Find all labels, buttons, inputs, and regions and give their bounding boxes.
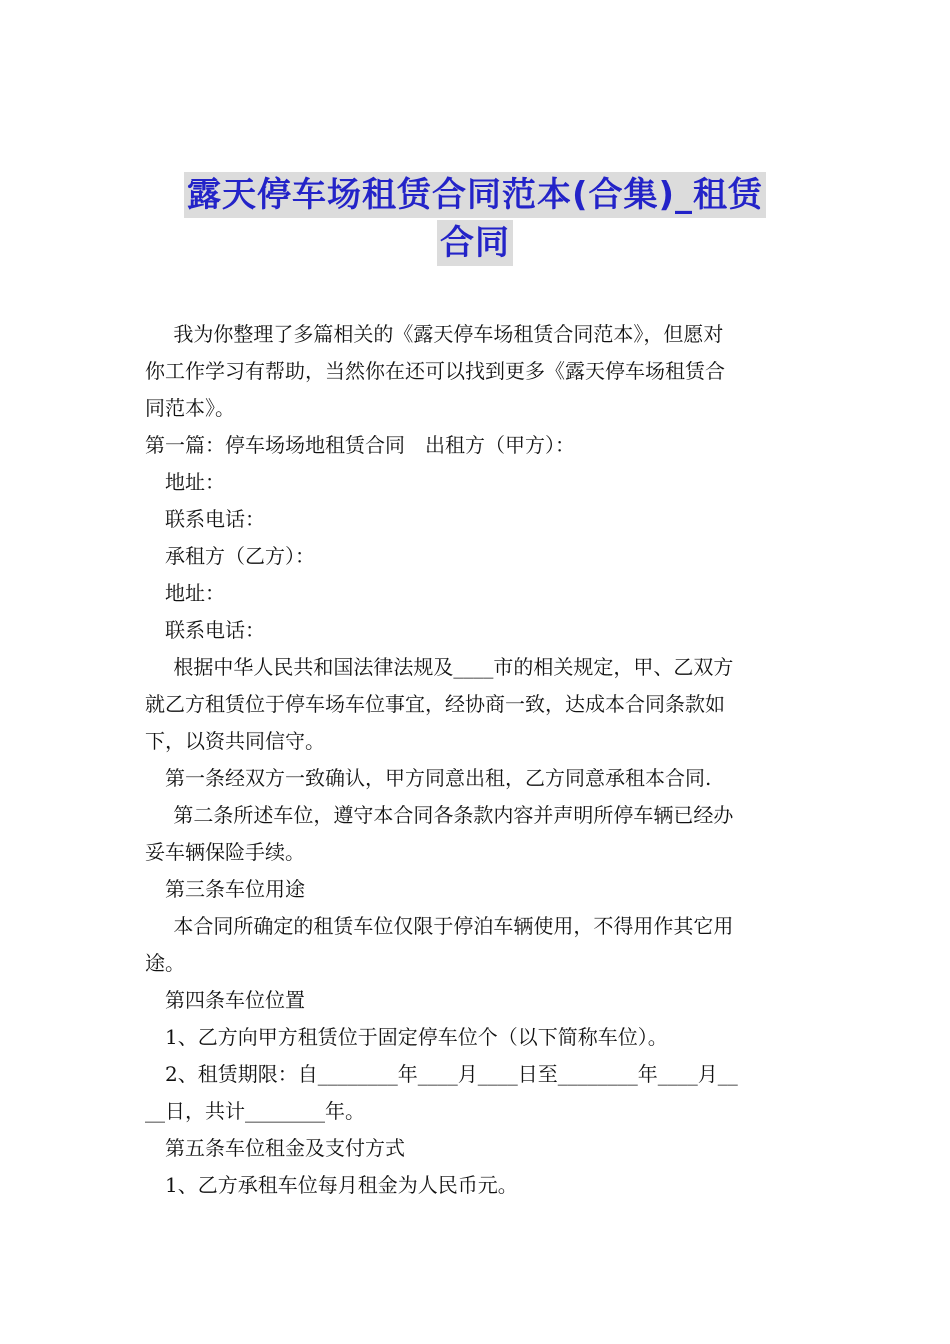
body-line: 下，以资共同信守。 [145, 729, 325, 753]
body-line: 承租方（乙方）： [165, 544, 315, 568]
body-line: 就乙方租赁位于停车场车位事宜，经协商一致，达成本合同条款如 [145, 692, 725, 716]
title-line-2: 合同 [437, 220, 513, 266]
body-line: 同范本》。 [145, 396, 235, 420]
body-line: 联系电话： [165, 507, 265, 531]
body-line: 1、乙方承租车位每月租金为人民币元。 [165, 1173, 518, 1197]
body-line: __日，共计________年。 [145, 1099, 365, 1123]
body-line: 第三条车位用途 [165, 877, 305, 901]
body-line: 本合同所确定的租赁车位仅限于停泊车辆使用，不得用作其它用 [167, 914, 734, 938]
body-line: 我为你整理了多篇相关的《露天停车场租赁合同范本》，但愿对 [167, 322, 724, 346]
body-line: 1、乙方向甲方租赁位于固定停车位个（以下简称车位）。 [165, 1025, 668, 1049]
body-line: 你工作学习有帮助，当然你在还可以找到更多《露天停车场租赁合 [145, 359, 725, 383]
body-line: 第四条车位位置 [165, 988, 305, 1012]
title-line-1: 露天停车场租赁合同范本(合集)_租赁 [184, 172, 766, 218]
body-line: 地址： [165, 581, 225, 605]
body-line: 妥车辆保险手续。 [145, 840, 305, 864]
body-line: 途。 [145, 951, 185, 975]
body-line: 第五条车位租金及支付方式 [165, 1136, 405, 1160]
document-title [150, 172, 800, 266]
body-line: 根据中华人民共和国法律法规及____市的相关规定，甲、乙双方 [167, 655, 734, 679]
body-line: 第一条经双方一致确认，甲方同意出租，乙方同意承租本合同. [165, 766, 712, 790]
body-line: 第二条所述车位，遵守本合同各条款内容并声明所停车辆已经办 [167, 803, 734, 827]
body-line: 第一篇：停车场场地租赁合同 出租方（甲方）： [145, 433, 575, 457]
document-body [145, 316, 810, 1204]
body-line: 2、租赁期限：自________年____月____日至________年____月__ [165, 1062, 738, 1086]
body-line: 地址： [165, 470, 225, 494]
body-line: 联系电话： [165, 618, 265, 642]
